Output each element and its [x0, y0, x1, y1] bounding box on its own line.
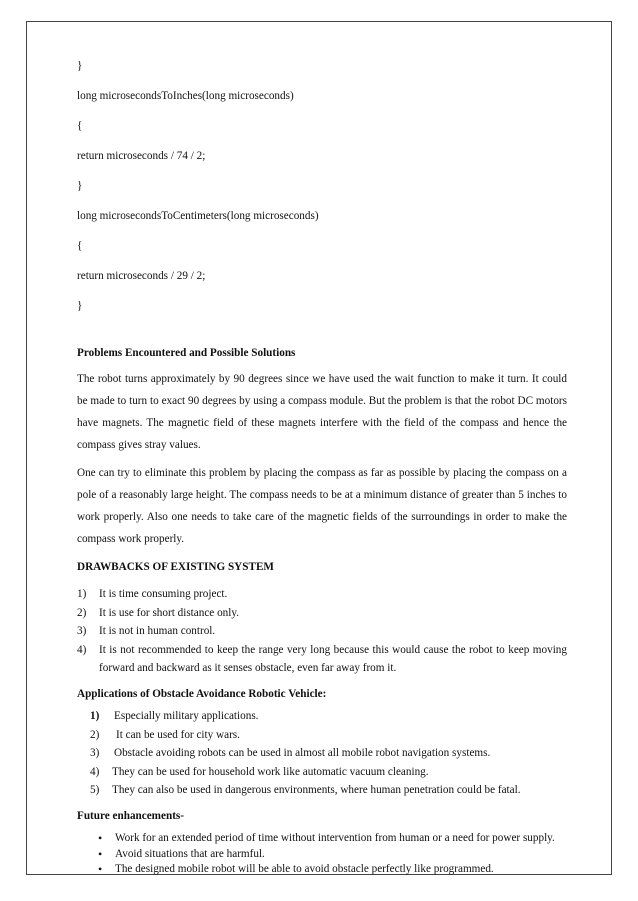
list-item	[77, 763, 567, 782]
list-text: It is not in human control.	[99, 625, 216, 638]
list-text: They can be used for household work like automatic vacuum cleaning.	[112, 765, 429, 778]
code-line: }	[77, 180, 83, 192]
code-line: {	[77, 120, 83, 132]
list-item	[77, 744, 567, 763]
section-heading-problems: Problems Encountered and Possible Solutions	[77, 347, 296, 359]
code-line: long microsecondsToCentimeters(long microseconds)	[77, 210, 319, 222]
list-text: Especially military applications.	[114, 709, 259, 722]
drawbacks-list	[77, 585, 567, 678]
list-item	[77, 707, 567, 726]
list-item	[77, 781, 567, 800]
section-heading-applications: Applications of Obstacle Avoidance Robotic Vehicle:	[77, 687, 327, 700]
bullet-item: • Avoid situations that are harmful.	[77, 847, 567, 863]
list-item	[77, 622, 567, 641]
document-body	[77, 60, 567, 878]
list-text: They can also be used in dangerous environments, where human penetration could be fatal.	[112, 784, 521, 797]
section-heading-drawbacks: DRAWBACKS OF EXISTING SYSTEM	[77, 561, 274, 573]
list-item	[77, 641, 567, 678]
list-number: 4)	[90, 765, 100, 778]
code-line: }	[77, 60, 83, 72]
list-text: It can be used for city wars.	[116, 728, 240, 741]
problems-paragraph-1: The robot turns approximately by 90 degrees since we have used the wait function to make it turn. It could be made to turn to exact 90 degrees by using a compass module. But the problem is that the robot DC motors have magnets. The magnetic field of these magnets interfere with the field of the compass and hence the compass gives stray values.	[77, 373, 567, 451]
list-item	[77, 585, 567, 604]
list-text: It is not recommended to keep the range very long because this would cause the robot to keep moving forward and backward as it senses obstacle, even far away from it.	[99, 643, 567, 675]
list-item	[77, 726, 567, 745]
code-line: }	[77, 300, 83, 312]
code-line: {	[77, 240, 83, 252]
code-block	[77, 60, 567, 313]
bullet-item: • The designed mobile robot will be able to avoid obstacle perfectly like programmed.	[77, 862, 567, 878]
list-item	[77, 604, 567, 623]
bullet-item: • Work for an extended period of time without intervention from human or a need for power supply.	[77, 831, 567, 847]
list-text: It is time consuming project.	[99, 588, 228, 600]
list-number: 2)	[90, 728, 100, 741]
code-line: long microsecondsToInches(long microseconds)	[77, 90, 294, 102]
code-line: return microseconds / 29 / 2;	[77, 270, 206, 282]
list-number: 2)	[77, 606, 87, 619]
problems-paragraph-2: One can try to eliminate this problem by placing the compass as far as possible by placing the compass on a pole of a reasonably large height. The compass needs to be at a minimum distance of greater than 5 inches to work properly. Also one needs to take care of the magnetic fields of the surroundings in order to make the compass work properly.	[77, 467, 567, 545]
list-number: 3)	[77, 625, 87, 638]
section-heading-future: Future enhancements-	[77, 809, 184, 822]
list-text: It is use for short distance only.	[99, 606, 240, 619]
list-number: 1)	[90, 709, 100, 722]
code-line: return microseconds / 74 / 2;	[77, 150, 206, 162]
applications-list	[77, 707, 567, 800]
list-number: 1)	[77, 588, 87, 600]
list-text: Obstacle avoiding robots can be used in almost all mobile robot navigation systems.	[114, 747, 491, 760]
list-number: 3)	[90, 747, 100, 760]
list-number: 4)	[77, 643, 87, 656]
future-list	[77, 831, 567, 878]
list-number: 5)	[90, 784, 100, 797]
